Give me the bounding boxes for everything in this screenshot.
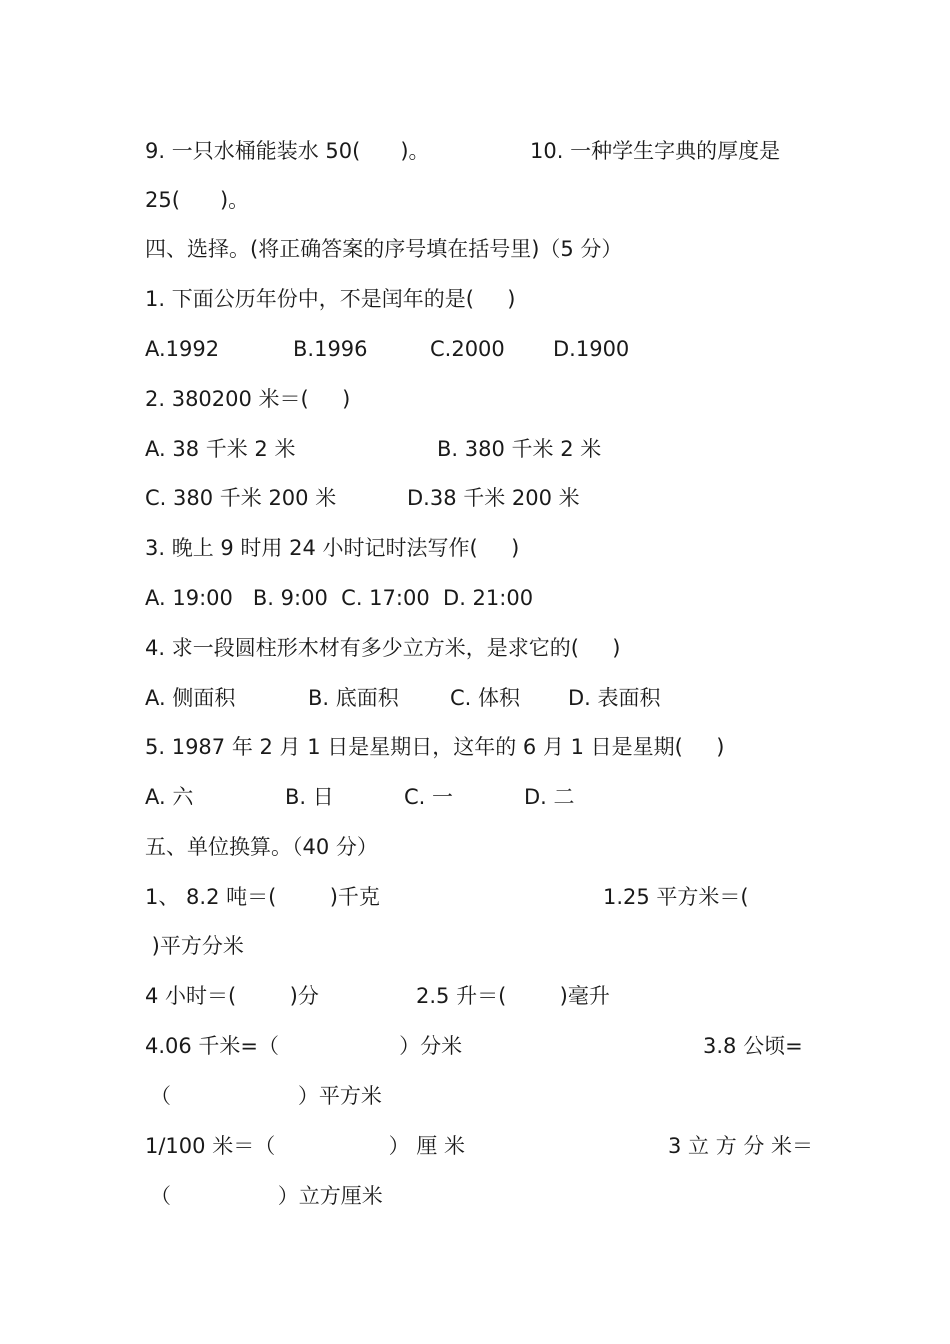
choice-question-4: 4. 求一段圆柱形木材有多少立方米，是求它的( ) — [145, 636, 621, 660]
section-5-heading: 五、单位换算。（40 分） — [145, 835, 378, 859]
choice-question-1: 1. 下面公历年份中，不是闰年的是( ) — [145, 287, 516, 311]
conversion-liter-ml: 2.5 升＝( )毫升 — [416, 984, 610, 1008]
choice-5-option-a: A. 六 — [145, 785, 194, 809]
choice-1-option-d: D.1900 — [553, 337, 630, 361]
choice-question-2: 2. 380200 米＝( ) — [145, 387, 351, 411]
conversion-ton-kg: 1、 8.2 吨＝( )千克 — [145, 885, 380, 909]
conversion-hour-minute: 4 小时＝( )分 — [145, 984, 319, 1008]
choice-2-option-c: C. 380 千米 200 米 — [145, 486, 337, 510]
choice-5-option-d: D. 二 — [524, 785, 575, 809]
choice-2-option-a: A. 38 千米 2 米 — [145, 437, 296, 461]
choice-1-option-c: C.2000 — [430, 337, 505, 361]
question-10-continued: 25( )。 — [145, 188, 250, 212]
conversion-cubic-dm-cm: 3 立 方 分 米＝ — [668, 1134, 814, 1158]
choice-question-3: 3. 晚上 9 时用 24 小时记时法写作( ) — [145, 536, 520, 560]
section-4-heading: 四、选择。(将正确答案的序号填在括号里)（5 分） — [145, 237, 623, 261]
conversion-hectare-sqm: 3.8 公顷= — [703, 1034, 803, 1058]
choice-4-option-c: C. 体积 — [450, 686, 521, 710]
choice-4-option-b: B. 底面积 — [308, 686, 399, 710]
choice-question-5: 5. 1987 年 2 月 1 日是星期日，这年的 6 月 1 日是星期( ) — [145, 735, 725, 759]
choice-5-option-c: C. 一 — [404, 785, 454, 809]
conversion-cubic-dm-cm-continued: （ ）立方厘米 — [150, 1184, 383, 1208]
choice-4-option-d: D. 表面积 — [568, 686, 661, 710]
choice-2-option-d: D.38 千米 200 米 — [407, 486, 580, 510]
question-9: 9. 一只水桶能装水 50( )。 — [145, 139, 430, 163]
choice-2-option-b: B. 380 千米 2 米 — [437, 437, 602, 461]
choice-1-option-b: B.1996 — [293, 337, 368, 361]
choice-4-option-a: A. 侧面积 — [145, 686, 236, 710]
question-10: 10. 一种学生字典的厚度是 — [530, 139, 781, 163]
choice-5-option-b: B. 日 — [285, 785, 334, 809]
choice-3-options: A. 19:00 B. 9:00 C. 17:00 D. 21:00 — [145, 586, 534, 610]
conversion-km-dm: 4.06 千米=（ ）分米 — [145, 1034, 463, 1058]
conversion-m-cm: 1/100 米＝（ ） 厘 米 — [145, 1134, 466, 1158]
conversion-sqm-sqdm-continued: )平方分米 — [145, 934, 244, 958]
choice-1-option-a: A.1992 — [145, 337, 220, 361]
conversion-hectare-sqm-continued: （ ）平方米 — [150, 1084, 382, 1108]
conversion-sqm-sqdm: 1.25 平方米＝( — [603, 885, 749, 909]
